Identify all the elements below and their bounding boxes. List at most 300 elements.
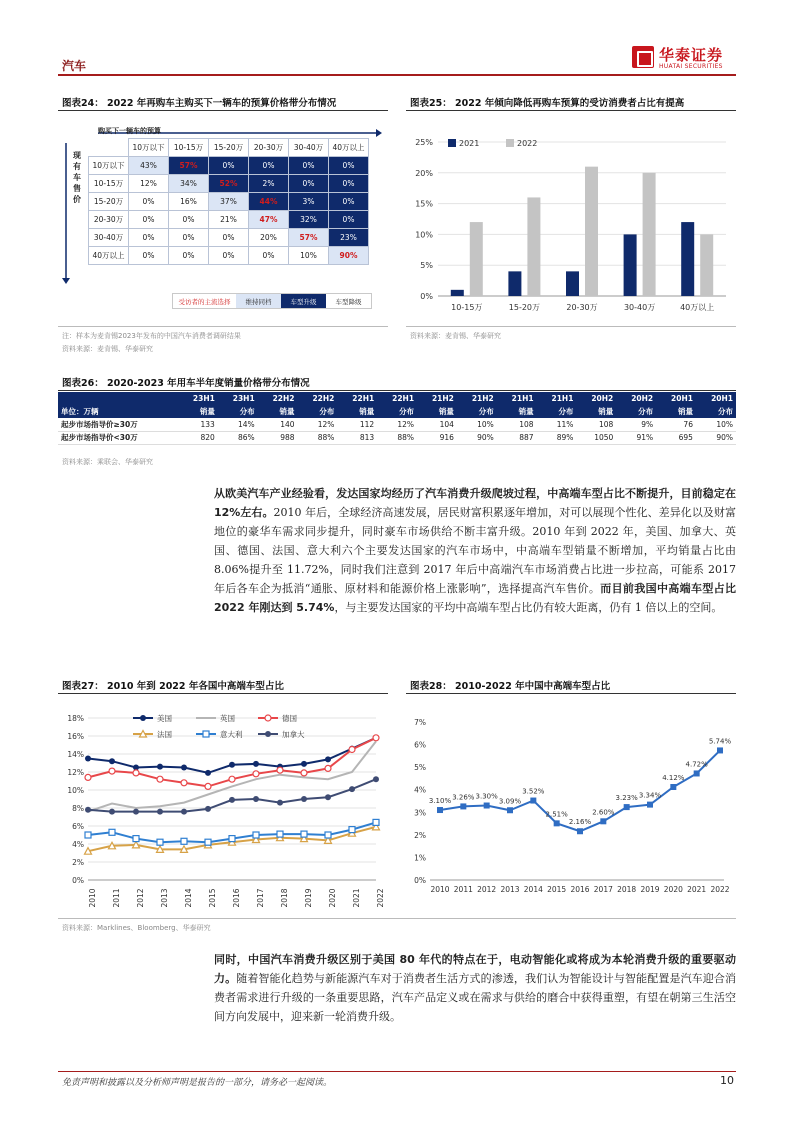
fig24-rule xyxy=(58,110,388,111)
fig27-point xyxy=(277,767,283,773)
fig24-cell: 0% xyxy=(129,193,169,211)
fig26-period-row xyxy=(58,392,736,405)
fig24-row xyxy=(89,175,369,193)
fig25-bar-2021 xyxy=(681,222,694,296)
fig28-data-label: 3.30% xyxy=(475,792,498,801)
fig24-matrix xyxy=(88,138,369,265)
fig28-data-label: 4.72% xyxy=(685,760,708,769)
fig24-cell: 0% xyxy=(209,229,249,247)
fig27-legend-label: 英国 xyxy=(220,714,235,723)
fig28-point xyxy=(670,784,676,790)
fig27-point xyxy=(205,839,211,845)
fig24-cell: 0% xyxy=(169,211,209,229)
fig26-cell: 88% xyxy=(377,431,417,444)
fig27-xtick-label: 2018 xyxy=(280,888,289,908)
fig26-cell: 133 xyxy=(178,418,218,431)
fig26-cell: 12% xyxy=(377,418,417,431)
fig26-row-label: 起步市场指导价≥30万 xyxy=(58,418,178,431)
fig28-point xyxy=(554,820,560,826)
fig27-point xyxy=(181,809,187,815)
fig25-bar-2022 xyxy=(643,173,656,296)
fig26-subhead: 分布 xyxy=(298,405,338,418)
fig24-cell: 3% xyxy=(289,193,329,211)
fig28-xtick-label: 2013 xyxy=(500,885,520,894)
fig26-period: 21H2 xyxy=(457,392,497,405)
fig24-row xyxy=(89,229,369,247)
fig25-bar-2022 xyxy=(700,234,713,296)
fig25-xtick-label: 15-20万 xyxy=(508,303,541,312)
fig26-cell: 90% xyxy=(457,431,497,444)
fig27-point xyxy=(349,747,355,753)
fig28-xtick-label: 2018 xyxy=(617,885,637,894)
fig27-point xyxy=(85,756,91,762)
fig28-point xyxy=(694,770,700,776)
fig24-row-label: 10万以下 xyxy=(89,157,129,175)
fig27-point xyxy=(277,831,283,837)
fig28-ytick-label: 1% xyxy=(414,853,426,863)
fig27-ytick-label: 14% xyxy=(67,750,84,759)
fig26-cell: 88% xyxy=(298,431,338,444)
fig25-ytick-label: 0% xyxy=(420,292,433,301)
fig27-ytick-label: 8% xyxy=(72,804,84,813)
fig25-bar-2021 xyxy=(508,271,521,296)
huatai-logo xyxy=(632,44,738,74)
page-number: 10 xyxy=(720,1074,734,1087)
fig24-cell: 2% xyxy=(249,175,289,193)
fig27-point xyxy=(277,800,283,806)
fig27-point xyxy=(229,836,235,842)
fig28-data-label: 5.74% xyxy=(708,737,732,746)
fig26-period: 21H2 xyxy=(417,392,457,405)
fig27-xtick-label: 2010 xyxy=(88,888,97,908)
fig24-col-header: 10万以下 xyxy=(129,139,169,157)
fig25-bar-2021 xyxy=(566,271,579,296)
fig27-point xyxy=(301,761,307,767)
fig27-point xyxy=(181,765,187,771)
fig27-point xyxy=(157,764,163,770)
fig24-cell: 0% xyxy=(209,247,249,265)
fig24-cell: 0% xyxy=(329,157,369,175)
report-sector: 汽车 xyxy=(62,59,87,73)
fig26-subhead: 分布 xyxy=(696,405,736,418)
fig26-period: 20H2 xyxy=(576,392,616,405)
fig27-point xyxy=(253,761,259,767)
fig24-col-header: 20-30万 xyxy=(249,139,289,157)
fig27-point xyxy=(349,827,355,833)
fig27-point xyxy=(109,758,115,764)
fig27-xtick-label: 2016 xyxy=(232,888,241,908)
fig27-ytick-label: 16% xyxy=(67,732,84,741)
fig24-row xyxy=(89,193,369,211)
fig27-point xyxy=(325,765,331,771)
fig26-subhead: 分布 xyxy=(537,405,577,418)
fig25-xtick-label: 10-15万 xyxy=(451,303,483,312)
fig26-cell: 813 xyxy=(337,431,377,444)
fig26-title: 图表26： 2020-2023 年用车半年度销量价格带分布情况 xyxy=(62,378,310,389)
fig26-subhead: 销量 xyxy=(258,405,298,418)
fig24-legend xyxy=(172,293,372,309)
fig28-data-label: 3.23% xyxy=(615,794,638,803)
fig28-ytick-label: 0% xyxy=(414,876,426,885)
fig28-title: 图表28： 2010-2022 年中国中高端车型占比 xyxy=(410,681,611,692)
fig26-cell: 695 xyxy=(656,431,696,444)
fig28-point xyxy=(600,818,606,824)
fig27-point xyxy=(109,768,115,774)
fig25-bar-2022 xyxy=(585,167,598,296)
fig25-bar-2022 xyxy=(470,222,483,296)
fig26-subhead: 销量 xyxy=(656,405,696,418)
fig28-data-label: 4.12% xyxy=(662,774,685,783)
fig24-cell: 20% xyxy=(249,229,289,247)
fig28-xtick-label: 2020 xyxy=(663,885,683,894)
fig26-cell: 89% xyxy=(537,431,577,444)
fig28-xtick-label: 2010 xyxy=(430,885,450,894)
header-rule xyxy=(58,74,736,76)
fig25-legend-label: 2021 xyxy=(459,139,480,148)
fig24-row-label: 15-20万 xyxy=(89,193,129,211)
fig26-cell: 10% xyxy=(696,418,736,431)
fig27-point xyxy=(181,838,187,844)
fig26-cell: 76 xyxy=(656,418,696,431)
fig27-ytick-label: 10% xyxy=(67,786,84,795)
fig28-rule xyxy=(406,693,736,694)
fig24-row xyxy=(89,211,369,229)
para1-bold-lead: 从欧美汽车产业经验看，发达国家均经历了汽车消费升级爬坡过程，中高端车型占比不断提升，目前稳定在 12%左右。 xyxy=(214,487,736,519)
fig24-cell: 23% xyxy=(329,229,369,247)
fig27-point xyxy=(253,832,259,838)
fig27-ytick-label: 18% xyxy=(67,714,84,723)
fig28-point xyxy=(507,807,513,813)
fig27-source: 资料来源：Marklines、Bloomberg、华泰研究 xyxy=(62,924,211,932)
fig27-legend-label: 加拿大 xyxy=(282,730,305,739)
fig25-legend-swatch xyxy=(448,139,456,147)
fig28-data-label: 3.10% xyxy=(428,797,452,806)
fig27-chart xyxy=(58,700,388,910)
fig24-cell: 0% xyxy=(129,229,169,247)
fig26-data-row xyxy=(58,418,736,431)
fig27-point xyxy=(253,771,259,777)
fig26-source: 资料来源：乘联会、华泰研究 xyxy=(62,458,153,466)
fig26-subhead: 销量 xyxy=(178,405,218,418)
fig27-xtick-label: 2019 xyxy=(304,888,313,908)
fig24-cell: 32% xyxy=(289,211,329,229)
fig27-point xyxy=(349,786,355,792)
fig28-point xyxy=(717,747,723,753)
fig24-cell: 37% xyxy=(209,193,249,211)
fig24-cell: 43% xyxy=(129,157,169,175)
fig28-ytick-label: 3% xyxy=(414,808,426,818)
fig25-bottom-rule xyxy=(406,326,736,327)
fig25-ytick-label: 25% xyxy=(415,138,433,147)
fig27-xtick-label: 2020 xyxy=(328,888,337,908)
fig27-point xyxy=(301,796,307,802)
fig27-title: 图表27： 2010 年到 2022 年各国中高端车型占比 xyxy=(62,681,284,692)
fig26-cell: 12% xyxy=(298,418,338,431)
fig27-point xyxy=(203,731,209,737)
fig28-data-label: 2.51% xyxy=(545,810,568,819)
fig28-ytick-label: 2% xyxy=(414,830,426,840)
fig26-cell: 91% xyxy=(616,431,656,444)
fig26-subhead: 销量 xyxy=(497,405,537,418)
fig26-data-row xyxy=(58,431,736,444)
fig26-cell: 86% xyxy=(218,431,258,444)
fig26-cell: 90% xyxy=(696,431,736,444)
fig24-bottom-rule xyxy=(58,326,388,327)
fig28-data-label: 3.09% xyxy=(498,797,522,806)
fig27-xtick-label: 2013 xyxy=(160,888,169,908)
fig24-cell: 44% xyxy=(249,193,289,211)
fig27-point xyxy=(373,776,379,782)
fig26-subhead: 分布 xyxy=(616,405,656,418)
fig24-corner xyxy=(89,139,129,157)
fig25-title: 图表25： 2022 年倾向降低再购车预算的受访消费者占比有提高 xyxy=(410,98,685,109)
fig27-legend-label: 意大利 xyxy=(220,730,243,739)
fig24-row-caption: 现有车售价 xyxy=(73,151,81,204)
fig24-col-header: 30-40万 xyxy=(289,139,329,157)
fig24-cell: 52% xyxy=(209,175,249,193)
fig24-cell: 21% xyxy=(209,211,249,229)
fig27-ytick-label: 4% xyxy=(72,840,84,849)
para-intelligent-driver xyxy=(214,950,736,1026)
fig28-data-label: 2.16% xyxy=(568,818,592,827)
fig28-xtick-label: 2011 xyxy=(453,885,473,894)
fig26-cell: 112 xyxy=(337,418,377,431)
fig28-point xyxy=(530,798,536,804)
fig25-ytick-label: 10% xyxy=(415,230,433,240)
fig26-cell: 11% xyxy=(537,418,577,431)
fig27-point xyxy=(325,832,331,838)
fig27-point xyxy=(133,836,139,842)
fig27-point xyxy=(265,731,271,737)
fig24-col-header: 40万以上 xyxy=(329,139,369,157)
fig27-point xyxy=(109,829,115,835)
fig24-cell: 0% xyxy=(129,247,169,265)
fig26-cell: 10% xyxy=(457,418,497,431)
fig28-xtick-label: 2015 xyxy=(547,885,567,894)
fig28-ytick-label: 6% xyxy=(414,740,426,750)
fig24-header-row xyxy=(89,139,369,157)
fig26-cell: 1050 xyxy=(576,431,616,444)
fig24-cell: 12% xyxy=(129,175,169,193)
fig27-point xyxy=(205,783,211,789)
fig26-period: 23H1 xyxy=(218,392,258,405)
fig24-cell: 0% xyxy=(249,157,289,175)
fig25-xtick-label: 20-30万 xyxy=(566,303,598,312)
fig26-rule xyxy=(58,390,736,391)
fig28-data-label: 3.26% xyxy=(452,793,475,802)
footer-rule xyxy=(58,1071,736,1072)
fig27-xtick-label: 2015 xyxy=(208,888,217,908)
logo-en-text: HUATAI SECURITIES xyxy=(659,63,723,70)
fig24-legend-same: 维持同档 xyxy=(236,294,281,308)
fig26-subhead: 销量 xyxy=(576,405,616,418)
fig27-xtick-label: 2022 xyxy=(376,888,385,908)
fig26-period: 22H1 xyxy=(377,392,417,405)
fig24-row-label: 20-30万 xyxy=(89,211,129,229)
fig27-point xyxy=(157,809,163,815)
fig26-cell: 988 xyxy=(258,431,298,444)
fig26-cell: 916 xyxy=(417,431,457,444)
fig26-period: 22H1 xyxy=(337,392,377,405)
fig28-chart xyxy=(406,700,736,910)
fig28-xtick-label: 2012 xyxy=(477,885,497,894)
fig25-rule xyxy=(406,110,736,111)
fig26-cell: 104 xyxy=(417,418,457,431)
fig27-point xyxy=(253,796,259,802)
fig24-cell: 0% xyxy=(329,211,369,229)
fig28-point xyxy=(577,828,583,834)
fig24-cell: 47% xyxy=(249,211,289,229)
fig26-subhead: 分布 xyxy=(377,405,417,418)
fig27-point xyxy=(85,774,91,780)
fig26-period: 20H2 xyxy=(616,392,656,405)
fig27-ytick-label: 6% xyxy=(72,822,84,831)
fig24-cell: 0% xyxy=(169,247,209,265)
fig26-period: 20H1 xyxy=(656,392,696,405)
fig25-bar-2022 xyxy=(527,197,540,296)
fig25-ytick-label: 20% xyxy=(415,168,433,178)
fig24-row xyxy=(89,157,369,175)
fig27-rule xyxy=(58,693,388,694)
fig27-point xyxy=(229,762,235,768)
fig24-legend-downgrade: 车型降级 xyxy=(326,294,371,308)
fig26-unit: 单位：万辆 xyxy=(58,405,178,418)
fig27-legend-label: 美国 xyxy=(157,714,172,723)
fig28-xtick-label: 2021 xyxy=(687,885,707,894)
fig26-table xyxy=(58,392,736,445)
fig26-cell: 887 xyxy=(497,431,537,444)
fig26-period: 23H1 xyxy=(178,392,218,405)
fig24-cell: 34% xyxy=(169,175,209,193)
fig27-ytick-label: 2% xyxy=(72,858,84,867)
fig24-cell: 0% xyxy=(129,211,169,229)
para2-bold-lead: 同时，中国汽车消费升级区别于美国 80 年代的特点在于，电动智能化或将成为本轮消费升级的重要驱动力。 xyxy=(214,953,736,985)
fig25-ytick-label: 5% xyxy=(420,261,433,271)
fig24-cell: 16% xyxy=(169,193,209,211)
fig25-xtick-label: 30-40万 xyxy=(623,303,656,312)
fig26-corner xyxy=(58,392,178,405)
fig28-ytick-label: 4% xyxy=(414,785,426,795)
fig27-point xyxy=(229,776,235,782)
fig24-col-header: 15-20万 xyxy=(209,139,249,157)
fig26-period: 22H2 xyxy=(298,392,338,405)
fig25-ytick-label: 15% xyxy=(415,199,433,209)
fig28-point xyxy=(460,803,466,809)
fig24-row xyxy=(89,247,369,265)
fig27-point xyxy=(157,776,163,782)
fig24-legend-upgrade: 车型升级 xyxy=(281,294,326,308)
fig27-point xyxy=(205,770,211,776)
fig26-subhead: 分布 xyxy=(218,405,258,418)
fig24-col-header: 10-15万 xyxy=(169,139,209,157)
fig27-point xyxy=(373,819,379,825)
fig26-period: 20H1 xyxy=(696,392,736,405)
fig27-point xyxy=(265,715,271,721)
fig27-point xyxy=(373,735,379,741)
fig27-xtick-label: 2014 xyxy=(184,888,193,908)
fig27-legend-label: 法国 xyxy=(157,730,172,739)
para2-body: 随着智能化趋势与新能源汽车对于消费者生活方式的渗透，我们认为智能设计与智能配置是汽车迎合消费者需求进行升级的一条重要思路，汽车产品定义或在需求与供给的磨合中获得重塑，有望在朝第三生活空间方向发展中，迎来新一轮消费升级。 xyxy=(214,972,736,1023)
fig28-data-label: 3.34% xyxy=(638,791,662,800)
fig25-xtick-label: 40万以上 xyxy=(680,303,715,312)
fig27-xtick-label: 2011 xyxy=(112,888,121,908)
fig27-ytick-label: 12% xyxy=(67,768,84,777)
fig24-legend-mainstream: 受访者的主流选择 xyxy=(173,294,236,308)
fig25-bar-2021 xyxy=(624,234,637,296)
fig28-xtick-label: 2016 xyxy=(570,885,590,894)
footer-disclaimer: 免责声明和披露以及分析师声明是报告的一部分，请务必一起阅读。 xyxy=(62,1078,333,1088)
fig27-point xyxy=(157,839,163,845)
fig26-subhead: 分布 xyxy=(457,405,497,418)
fig24-cell: 0% xyxy=(249,247,289,265)
fig25-legend-label: 2022 xyxy=(517,139,538,148)
fig24-cell: 10% xyxy=(289,247,329,265)
fig26-row-label: 起步市场指导价<30万 xyxy=(58,431,178,444)
fig28-xtick-label: 2017 xyxy=(593,885,613,894)
fig26-cell: 820 xyxy=(178,431,218,444)
fig28-ytick-label: 5% xyxy=(414,763,426,773)
fig24-row-label: 30-40万 xyxy=(89,229,129,247)
fig27-point xyxy=(109,809,115,815)
fig27-point xyxy=(85,832,91,838)
fig27-point xyxy=(133,770,139,776)
fig26-cell: 108 xyxy=(576,418,616,431)
fig26-cell: 108 xyxy=(497,418,537,431)
fig28-point xyxy=(484,803,490,809)
fig24-cell: 0% xyxy=(169,229,209,247)
fig24-note: 注：样本为麦肯锡2023年发布的中国汽车消费者调研结果 xyxy=(62,332,241,340)
fig27-point xyxy=(325,794,331,800)
fig26-cell: 9% xyxy=(616,418,656,431)
fig28-point xyxy=(647,802,653,808)
fig27-ytick-label: 0% xyxy=(72,876,84,885)
fig24-row-label: 40万以上 xyxy=(89,247,129,265)
fig24-cell: 57% xyxy=(289,229,329,247)
fig28-xtick-label: 2022 xyxy=(710,885,730,894)
fig24-cell: 90% xyxy=(329,247,369,265)
fig28-ytick-label: 7% xyxy=(414,718,426,727)
fig24-row-label: 10-15万 xyxy=(89,175,129,193)
fig24-cell: 0% xyxy=(209,157,249,175)
fig27-xtick-label: 2017 xyxy=(256,888,265,908)
fig27-xtick-label: 2012 xyxy=(136,888,145,908)
para1-bold-tail: 而目前我国中高端车型占比 2022 年刚达到 5.74% xyxy=(214,582,737,614)
fig25-source: 资料来源：麦肯锡、华泰研究 xyxy=(410,332,501,340)
para-overseas-experience xyxy=(214,484,736,617)
fig24-cell: 0% xyxy=(289,175,329,193)
fig26-subhead: 销量 xyxy=(337,405,377,418)
fig26-period: 21H1 xyxy=(497,392,537,405)
fig27-point xyxy=(140,715,146,721)
fig24-cell: 57% xyxy=(169,157,209,175)
fig26-period: 22H2 xyxy=(258,392,298,405)
fig27-point xyxy=(229,797,235,803)
fig25-chart xyxy=(406,118,736,318)
fig25-legend-swatch xyxy=(506,139,514,147)
fig25-bar-2021 xyxy=(451,290,464,296)
fig27-point xyxy=(133,809,139,815)
fig28-data-label: 3.52% xyxy=(522,787,545,796)
fig24-col-caption: 购买下一辆车的预算 xyxy=(98,127,161,135)
fig27-point xyxy=(85,807,91,813)
fig24-source: 资料来源：麦肯锡、华泰研究 xyxy=(62,345,153,353)
para1-tail: ，与主要发达国家的平均中高端车型占比仍有较大距离，仍有 1 倍以上的空间。 xyxy=(334,601,723,614)
fig26-cell: 14% xyxy=(218,418,258,431)
fig28-data-label: 2.60% xyxy=(592,808,615,817)
fig26-subhead: 销量 xyxy=(417,405,457,418)
fig24-title: 图表24： 2022 年再购车主购买下一辆车的预算价格带分布情况 xyxy=(62,98,337,109)
fig26-subhead-row xyxy=(58,405,736,418)
